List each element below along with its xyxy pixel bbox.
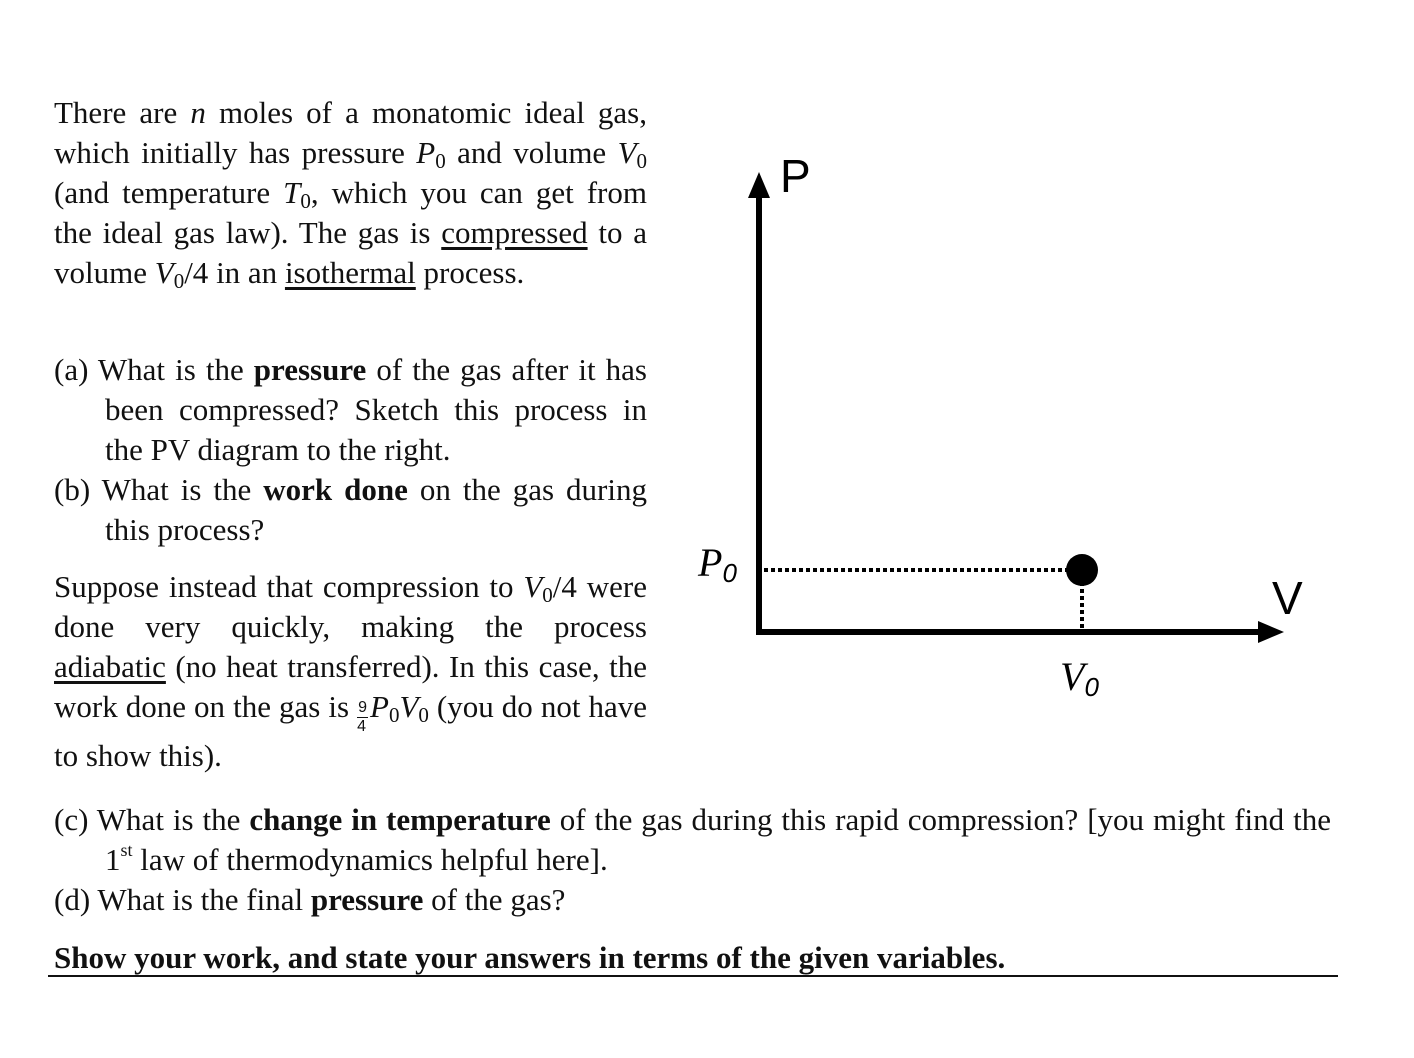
isothermal-term: isothermal xyxy=(284,255,416,290)
p0-tick-letter: P xyxy=(698,540,723,585)
work-volume-symbol: V xyxy=(399,689,419,724)
pressure-subscript: 0 xyxy=(435,149,446,173)
intro-text-1: There are xyxy=(54,95,191,130)
question-c-bold: change in temperature xyxy=(249,802,551,837)
final-instruction-rule xyxy=(48,975,1338,977)
suppose-volume-divisor: /4 xyxy=(552,569,577,604)
volume-axis-label: V xyxy=(1272,572,1303,624)
suppose-volume-subscript: 0 xyxy=(542,583,553,607)
first-law-superscript: st xyxy=(120,840,133,860)
question-a xyxy=(54,350,647,470)
suppose-text-2: were done very quickly, making the process xyxy=(54,569,647,644)
question-c-label: (c) xyxy=(54,802,97,837)
intro-text-7: in an xyxy=(208,255,285,290)
question-a-post: of the gas after it has been compressed? Sketch this process in the PV diagram to the right. xyxy=(105,352,647,467)
v0-tick-letter: V xyxy=(1060,654,1085,699)
intro-text-3: and volume xyxy=(445,135,618,170)
initial-state-point[interactable] xyxy=(1066,554,1098,586)
suppose-text-4: (you do not have to show this). xyxy=(54,689,647,773)
question-b-post: on the gas during this process? xyxy=(105,472,647,547)
suppose-text-3: (no heat transferred). In this case, the work done on the gas is xyxy=(54,649,647,724)
p0-tick-label xyxy=(697,540,737,588)
fraction-denominator: 4 xyxy=(357,718,366,735)
question-b-label: (b) xyxy=(54,472,102,507)
question-a-bold: pressure xyxy=(253,352,367,387)
temperature-symbol: T xyxy=(283,175,301,210)
target-volume-subscript: 0 xyxy=(173,269,185,293)
work-volume-subscript: 0 xyxy=(418,703,429,727)
nine-quarters-fraction xyxy=(357,699,368,736)
volume-axis-arrowhead xyxy=(1258,621,1284,643)
intro-text-2: moles of a monatomic ideal gas, which initially has pressure xyxy=(54,95,647,170)
work-pressure-symbol: P xyxy=(370,689,389,724)
question-d-bold: pressure xyxy=(310,882,424,917)
volume-subscript: 0 xyxy=(636,149,647,173)
question-a-pre: What is the xyxy=(97,352,254,387)
final-instruction: Show your work, and state your answers in terms of the given variables. xyxy=(54,940,1006,975)
question-d-label: (d) xyxy=(54,882,98,917)
question-a-label: (a) xyxy=(54,352,98,387)
question-d xyxy=(54,880,1331,920)
pressure-axis-label: P xyxy=(780,150,811,202)
question-c xyxy=(54,800,1331,880)
intro-text-8: process. xyxy=(415,255,525,290)
question-c-pre: What is the xyxy=(96,802,250,837)
intro-text-6: to a volume xyxy=(54,215,647,290)
v0-tick-label xyxy=(1060,654,1099,702)
fraction-numerator: 9 xyxy=(358,699,367,716)
work-pressure-subscript: 0 xyxy=(388,703,400,727)
p0-tick-subscript: 0 xyxy=(722,558,737,588)
target-volume-divisor: /4 xyxy=(184,255,209,290)
compressed-term: compressed xyxy=(441,215,588,250)
intro-text-5: , which you can get from the ideal gas law). The gas is xyxy=(54,175,647,250)
question-c-post: of the gas during this rapid compression? [you might find the 1 xyxy=(105,802,1331,877)
adiabatic-paragraph xyxy=(54,567,647,776)
question-d-post: of the gas? xyxy=(423,882,566,917)
v0-tick-subscript: 0 xyxy=(1084,672,1099,702)
pv-diagram[interactable] xyxy=(680,140,1320,720)
moles-symbol: n xyxy=(190,95,206,130)
suppose-text-1: Suppose instead that compression to xyxy=(54,569,524,604)
temperature-subscript: 0 xyxy=(300,189,311,213)
question-d-pre: What is the final xyxy=(97,882,311,917)
suppose-volume-symbol: V xyxy=(523,569,543,604)
intro-text-4: (and temperature xyxy=(54,175,284,210)
question-c-post2: law of thermodynamics helpful here]. xyxy=(132,842,608,877)
question-b xyxy=(54,470,647,550)
target-volume-symbol: V xyxy=(154,255,174,290)
volume-symbol: V xyxy=(617,135,637,170)
pressure-symbol: P xyxy=(416,135,436,170)
pressure-axis-arrowhead xyxy=(748,172,770,198)
adiabatic-term: adiabatic xyxy=(54,649,166,684)
question-b-pre: What is the xyxy=(101,472,264,507)
question-b-bold: work done xyxy=(263,472,408,507)
intro-paragraph xyxy=(54,93,647,293)
